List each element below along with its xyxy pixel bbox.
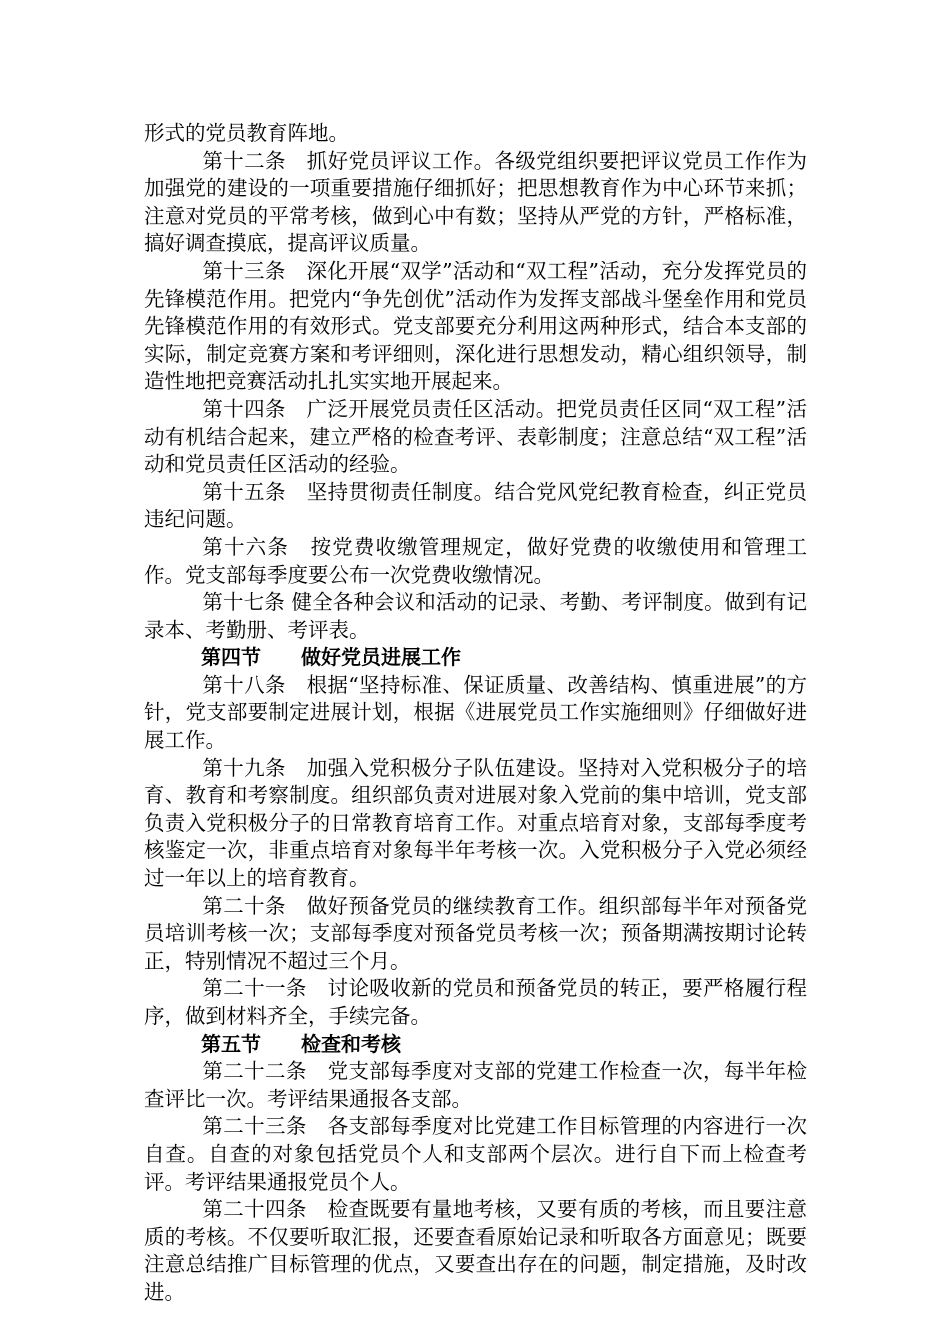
article-23-paragraph: 第二十三条 各支部每季度对比党建工作目标管理的内容进行一次自查。自查的对象包括党员个人和支部两个层次。进行自下而上检查考评。考评结果通报党员个人。 xyxy=(144,1114,807,1194)
article-17-paragraph: 第十七条 健全各种会议和活动的记录、考勤、考评制度。做到有记录本、考勤册、考评表。 xyxy=(144,590,807,642)
article-19-paragraph: 第十九条 加强入党积极分子队伍建设。坚持对入党积极分子的培育、教育和考察制度。组织部负责对进展对象入党前的集中培训，党支部负责入党积极分子的日常教育培育工作。对重点培育对象，支部每季度考核鉴定一次，非重点培育对象每半年考核一次。入党积极分子入党必须经过一年以上的培育教育。 xyxy=(144,755,807,891)
article-20-paragraph: 第二十条 做好预备党员的继续教育工作。组织部每半年对预备党员培训考核一次；支部每季度对预备党员考核一次；预备期满按期讨论转正，特别情况不超过三个月。 xyxy=(144,893,807,973)
article-18-paragraph: 第十八条 根据“坚持标准、保证质量、改善结构、慎重进展”的方针，党支部要制定进展计划，根据《进展党员工作实施细则》仔细做好进展工作。 xyxy=(144,672,807,753)
article-21-paragraph: 第二十一条 讨论吸收新的党员和预备党员的转正，要严格履行程序，做到材料齐全，手续完备。 xyxy=(144,976,807,1028)
document-page xyxy=(144,120,807,1307)
article-12-paragraph: 第十二条 抓好党员评议工作。各级党组织要把评议党员工作作为加强党的建设的一项重要措施仔细抓好；把思想教育作为中心环节来抓；注意对党员的平常考核，做到心中有数；坚持从严党的方针，严格标准，搞好调查摸底，提高评议质量。 xyxy=(144,148,807,256)
section-4-heading: 第四节 做好党员进展工作 xyxy=(201,645,461,670)
article-13-paragraph: 第十三条 深化开展“双学”活动和“双工程”活动，充分发挥党员的先锋模范作用。把党内“争先创优”活动作为发挥支部战斗堡垒作用和党员先锋模范作用的有效形式。党支部要充分利用这两种形式，结合本支部的实际，制定竞赛方案和考评细则，深化进行思想发动，精心组织领导，制造性地把竞赛活动扎扎实实地开展起来。 xyxy=(144,258,807,394)
article-16-paragraph: 第十六条 按党费收缴管理规定，做好党费的收缴使用和管理工作。党支部每季度要公布一次党费收缴情况。 xyxy=(144,534,807,587)
section-5-heading: 第五节 检查和考核 xyxy=(201,1031,401,1056)
article-22-paragraph: 第二十二条 党支部每季度对支部的党建工作检查一次，每半年检查评比一次。考评结果通报各支部。 xyxy=(144,1059,807,1111)
article-15-paragraph: 第十五条 坚持贯彻责任制度。结合党风党纪教育检查，纠正党员违纪问题。 xyxy=(144,479,807,532)
article-14-paragraph: 第十四条 广泛开展党员责任区活动。把党员责任区同“双工程”活动有机结合起来，建立严格的检查考评、表彰制度；注意总结“双工程”活动和党员责任区活动的经验。 xyxy=(144,396,807,477)
paragraph: 形式的党员教育阵地。 xyxy=(144,121,349,145)
article-24-paragraph: 第二十四条 检查既要有量地考核，又要有质的考核，而且要注意质的考核。不仅要听取汇报，还要查看原始记录和听取各方面意见；既要注意总结推广目标管理的优点，又要查出存在的问题，制定措施，及时改进。 xyxy=(144,1197,807,1304)
